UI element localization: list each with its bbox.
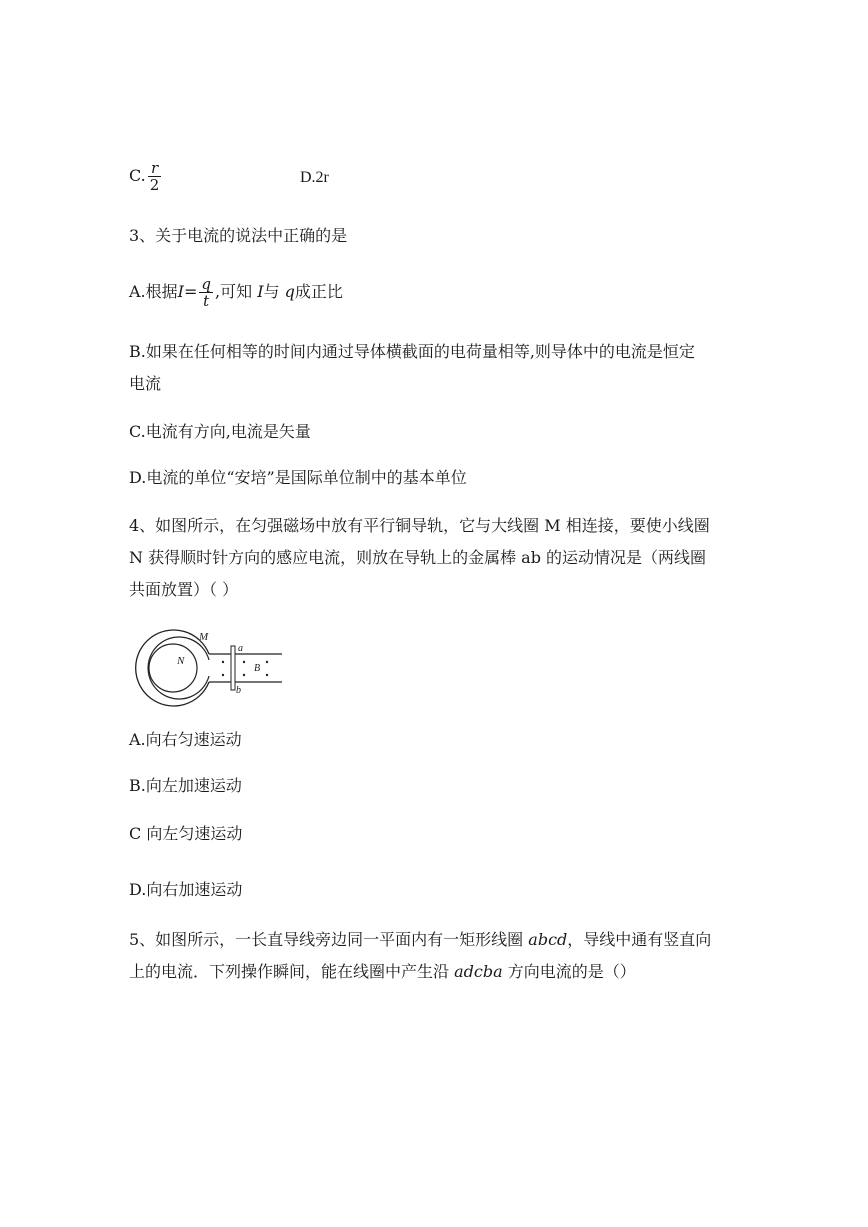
coil-m-outer [136, 630, 209, 706]
q3-stem: 3、关于电流的说法中正确的是 [129, 226, 348, 245]
fraction-numerator: q [201, 275, 211, 293]
q3-a-symbol-q: q [284, 282, 295, 301]
coil-n [149, 644, 197, 692]
field-dot [222, 674, 224, 676]
field-dot [266, 661, 268, 663]
q4-stem-line3: 共面放置）（ ） [129, 580, 239, 599]
label-field-b: B [254, 663, 261, 674]
q5-line1-pre: 5、如图所示，一长直导线旁边同一平面内有一矩形线圈 [129, 930, 524, 949]
q3-a-end: 成正比 [294, 282, 343, 301]
q5-symbol-adcba: adcba [454, 962, 503, 981]
field-dot [243, 661, 245, 663]
q2-option-d: D.2r [300, 169, 329, 186]
q4-stem-line1: 4、如图所示，在匀强磁场中放有平行铜导轨，它与大线圈 M 相连接，要使小线圈 [129, 516, 710, 535]
label-m: M [199, 631, 209, 643]
field-dot [243, 674, 245, 676]
q5-line2-pre: 上的电流．下列操作瞬间，能在线圈中产生沿 [129, 962, 450, 981]
q4-option-c: C 向左匀速运动 [129, 824, 243, 843]
q2-option-c-prefix: C. [129, 166, 146, 185]
q4-figure-coil-rails [127, 620, 287, 710]
q3-option-d: D.电流的单位“安培”是国际单位制中的基本单位 [129, 468, 467, 487]
q2-option-c [129, 160, 163, 193]
q3-a-prefix: A.根据 [129, 282, 178, 301]
q3-a-symbol-I: I [177, 282, 184, 301]
coil-m-inner [148, 637, 209, 699]
coil-rails-diagram [127, 620, 287, 710]
q4-stem-line2: N 获得顺时针方向的感应电流，则放在导轨上的金属棒 ab 的运动情况是（两线圈 [129, 548, 707, 567]
q3-a-symbol-I-2: I [257, 282, 264, 301]
q3-option-b-line2: 电流 [129, 374, 162, 393]
q5-stem-line1 [129, 930, 711, 950]
q3-a-equals: = [183, 282, 198, 301]
q3-a-fraction [199, 276, 213, 309]
q5-line2-post: 方向电流的是（） [507, 962, 636, 981]
label-n: N [177, 655, 185, 667]
fraction-denominator: 2 [149, 176, 160, 194]
q4-option-d: D.向右加速运动 [129, 880, 243, 899]
q3-option-b-line1: B.如果在任何相等的时间内通过导体横截面的电荷量相等,则导体中的电流是恒定 [129, 342, 695, 361]
fraction-numerator: r [150, 159, 159, 177]
fraction-denominator: t [203, 292, 210, 310]
q2-option-c-fraction [148, 160, 162, 193]
field-dot [222, 661, 224, 663]
q5-symbol-abcd: abcd [528, 930, 568, 949]
q3-option-a [129, 276, 343, 309]
q4-option-b: B.向左加速运动 [129, 776, 242, 795]
label-b: b [236, 685, 241, 696]
rod-ab [231, 646, 235, 690]
q3-a-mid: ,可知 [215, 282, 253, 301]
field-dot [266, 674, 268, 676]
q3-option-c: C.电流有方向,电流是矢量 [129, 422, 311, 441]
q5-stem-line2 [129, 962, 636, 982]
label-a: a [238, 643, 243, 654]
q4-option-a: A.向右匀速运动 [129, 730, 242, 749]
q5-line1-post: ，导线中通有竖直向 [567, 930, 712, 949]
q3-a-with: 与 [263, 282, 280, 301]
